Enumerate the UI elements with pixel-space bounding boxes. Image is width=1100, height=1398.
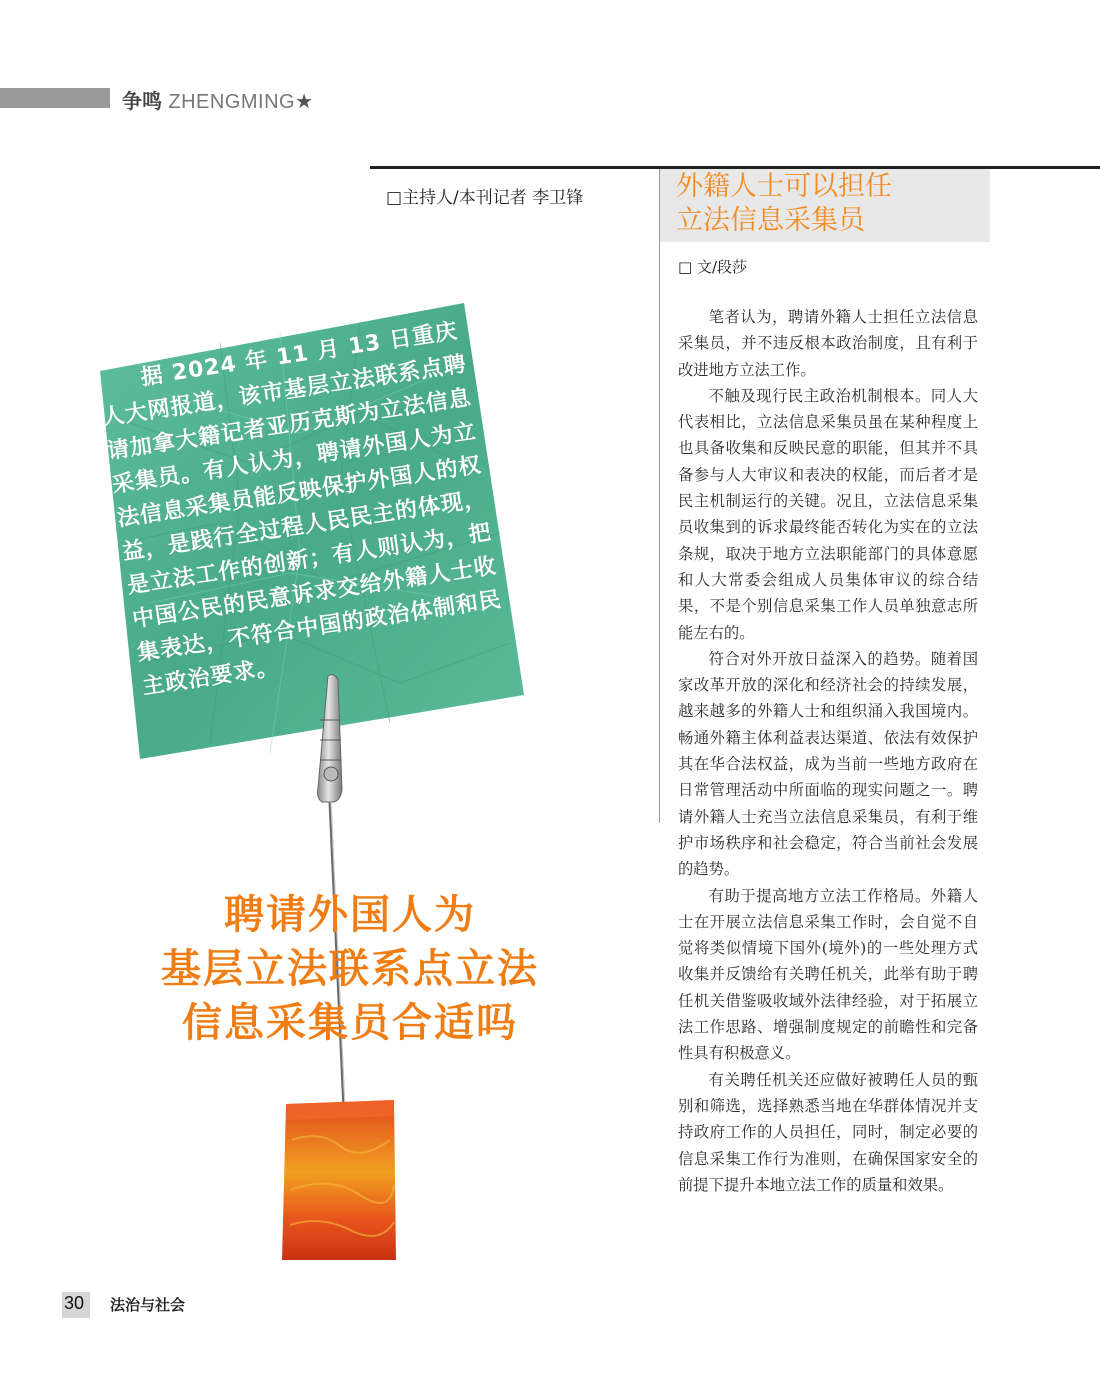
article-byline: □ 文/段莎 xyxy=(678,258,747,276)
paragraph: 笔者认为，聘请外籍人士担任立法信息采集员，并不违反根本政治制度，且有利于改进地方立法工作。 xyxy=(678,308,978,379)
article-title xyxy=(676,170,976,238)
main-headline xyxy=(140,888,560,1050)
note-paragraph: 据 2024 年 11 月 13 日重庆人大网报道，该市基层立法联系点聘请加拿大籍记者亚历克斯为立法信息采集员。有人认为，聘请外国人为立法信息采集员能反映保护外国人的权益，是践行全过程人民民主的体现，是立法工作的创新；有人则认为，把中国公民的民意诉求交给外籍人士收集表达，不符合中国的政治体制和民主政治要求。 xyxy=(100,318,504,700)
section-name-en: ZHENGMING xyxy=(168,91,296,113)
star-icon: ★ xyxy=(295,89,314,113)
column-divider xyxy=(659,169,660,823)
section-label xyxy=(122,85,313,114)
page-number: 30 xyxy=(64,1293,85,1313)
article-title-line2: 立法信息采集员 xyxy=(676,205,865,236)
note-text xyxy=(95,313,517,705)
article-title-line1: 外籍人士可以担任 xyxy=(676,171,892,202)
headline-line1: 聘请外国人为 xyxy=(224,892,476,938)
host-line: □主持人/本刊记者 李卫锋 xyxy=(386,188,584,208)
article-body xyxy=(678,304,978,1198)
section-name-cn: 争鸣 xyxy=(122,89,162,113)
headline-line3: 信息采集员合适吗 xyxy=(182,1000,518,1046)
magazine-name: 法治与社会 xyxy=(110,1296,186,1314)
paragraph: 符合对外开放日益深入的趋势。随着国家改革开放的深化和经济社会的持续发展，越来越多的外籍人士和组织涌入我国境内。畅通外籍主体利益表达渠道、依法有效保护其在华合法权益，成为当前一些地方政府在日常管理活动中所面临的现实问题之一。聘请外籍人士充当立法信息采集员，有利于维护市场秩序和社会稳定，符合当前社会发展的趋势。 xyxy=(678,649,978,879)
headline-line2: 基层立法联系点立法 xyxy=(161,946,539,992)
paragraph: 不触及现行民主政治机制根本。同人大代表相比，立法信息采集员虽在某种程度上也具备收集和反映民意的职能，但其并不具备参与人大审议和表决的权能，而后者才是民主机制运行的关键。况且，立法信息采集员收集到的诉求最终能否转化为实在的立法条规，取决于地方立法职能部门的具体意愿和人大常委会组成人员集体审议的综合结果，不是个别信息采集工作人员单独意志所能左右的。 xyxy=(678,386,978,642)
paragraph: 有关聘任机关还应做好被聘任人员的甄别和筛选，选择熟悉当地在华群体情况并支持政府工作的人员担任，同时，制定必要的信息采集工作行为准则，在确保国家安全的前提下提升本地立法工作的质量和效果。 xyxy=(678,1070,978,1194)
section-bar xyxy=(0,88,110,108)
paragraph: 有助于提高地方立法工作格局。外籍人士在开展立法信息采集工作时，会自觉不自觉将类似情境下国外(境外)的一些处理方式收集并反馈给有关聘任机关，此举有助于聘任机关借鉴吸收域外法律经验，对于拓展立法工作思路、增强制度规定的前瞻性和完备性具有积极意义。 xyxy=(678,886,978,1063)
